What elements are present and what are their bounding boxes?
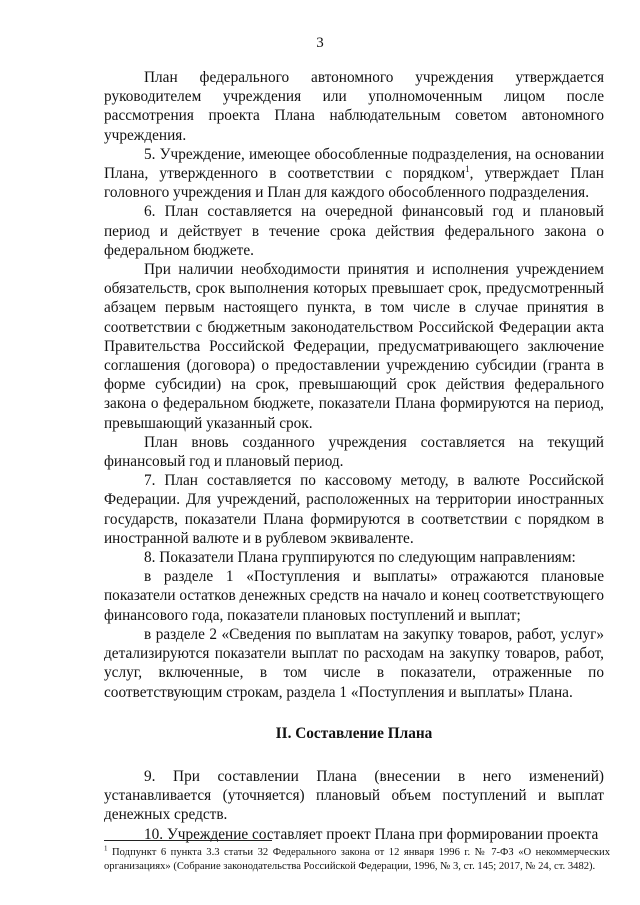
paragraph: в разделе 1 «Поступления и выплаты» отражаются плановые показатели остатков денежных средств на начало и конец соответствующего финансового года, показатели плановых поступлений и выплат; xyxy=(104,568,604,624)
footnote xyxy=(104,846,610,874)
paragraph: 10. Учреждение составляет проект Плана при формировании проекта xyxy=(144,825,599,843)
paragraph: 8. Показатели Плана группируются по следующим направлениям: xyxy=(144,549,576,567)
paragraph: 6. План составляется на очередной финансовый год и плановый период и действует в течение срока действия федерального закона о федеральном бюджете. xyxy=(104,203,604,259)
paragraph: План вновь созданного учреждения составляется на текущий финансовый год и плановый период. xyxy=(104,433,604,471)
page-number: 3 xyxy=(316,35,324,51)
footnote-reference: 1 xyxy=(465,163,470,174)
section-heading: II. Составление Плана xyxy=(275,724,433,742)
paragraph: в разделе 2 «Сведения по выплатам на закупку товаров, работ, услуг» детализируются показатели выплат по расходам на закупку товаров, работ, услуг, включенные, в том числе в показатели, отраженные по соответствующим строкам, раздела 1 «Поступления и выплаты» Плана. xyxy=(104,625,604,701)
footnote-separator xyxy=(104,840,272,841)
paragraph-text: 5. Учреждение, имеющее обособленные подразделения, на основании Плана, утвержденного в соответствии с порядком xyxy=(104,145,604,183)
footnote-marker: 1 xyxy=(104,844,108,853)
paragraph: 7. План составляется по кассовому методу, в валюте Российской Федерации. Для учреждений, расположенных на территории иностранных государств, показатели Плана формируются в соответствии с порядком в иностранной валюте и в рублевом эквиваленте. xyxy=(104,472,604,547)
paragraph-text: , утверждает План головного учреждения и План для каждого обособленного подразделения. xyxy=(104,165,604,202)
body-text xyxy=(104,68,604,844)
paragraph: При наличии необходимости принятия и исполнения учреждением обязательств, срок выполнения которых превышает срок, предусмотренный абзацем первым настоящего пункта, в том числе в случае принятия в соответствии с бюджетным законодательством Российской Федерации акта Правительства Российской Федерации, предусматривающего заключение соглашения (договора) о предоставлении учреждению субсидии (гранта в форме субсидии) на срок, превышающий срок действия федерального закона о федеральном бюджете, показатели Плана формируются на период, превышающий указанный срок. xyxy=(104,261,604,432)
footnote-text: Подпункт 6 пункта 3.3 статьи 32 Федерального закона от 12 января 1996 г. № 7-ФЗ «О некоммерческих организациях» (Собрание законодательства Российской Федерации, 1996, № 3, ст. 145; 2017, № 24, ст. 3482). xyxy=(104,847,611,872)
paragraph: 9. При составлении Плана (внесении в него изменений) устанавливается (уточняется) плановый объем поступлений и выплат денежных средств. xyxy=(104,767,604,824)
paragraph: План федерального автономного учреждения утверждается руководителем учреждения или уполномоченным лицом после рассмотрения проекта Плана наблюдательным советом автономного учреждения. xyxy=(104,69,604,144)
paragraph-5 xyxy=(104,145,604,203)
